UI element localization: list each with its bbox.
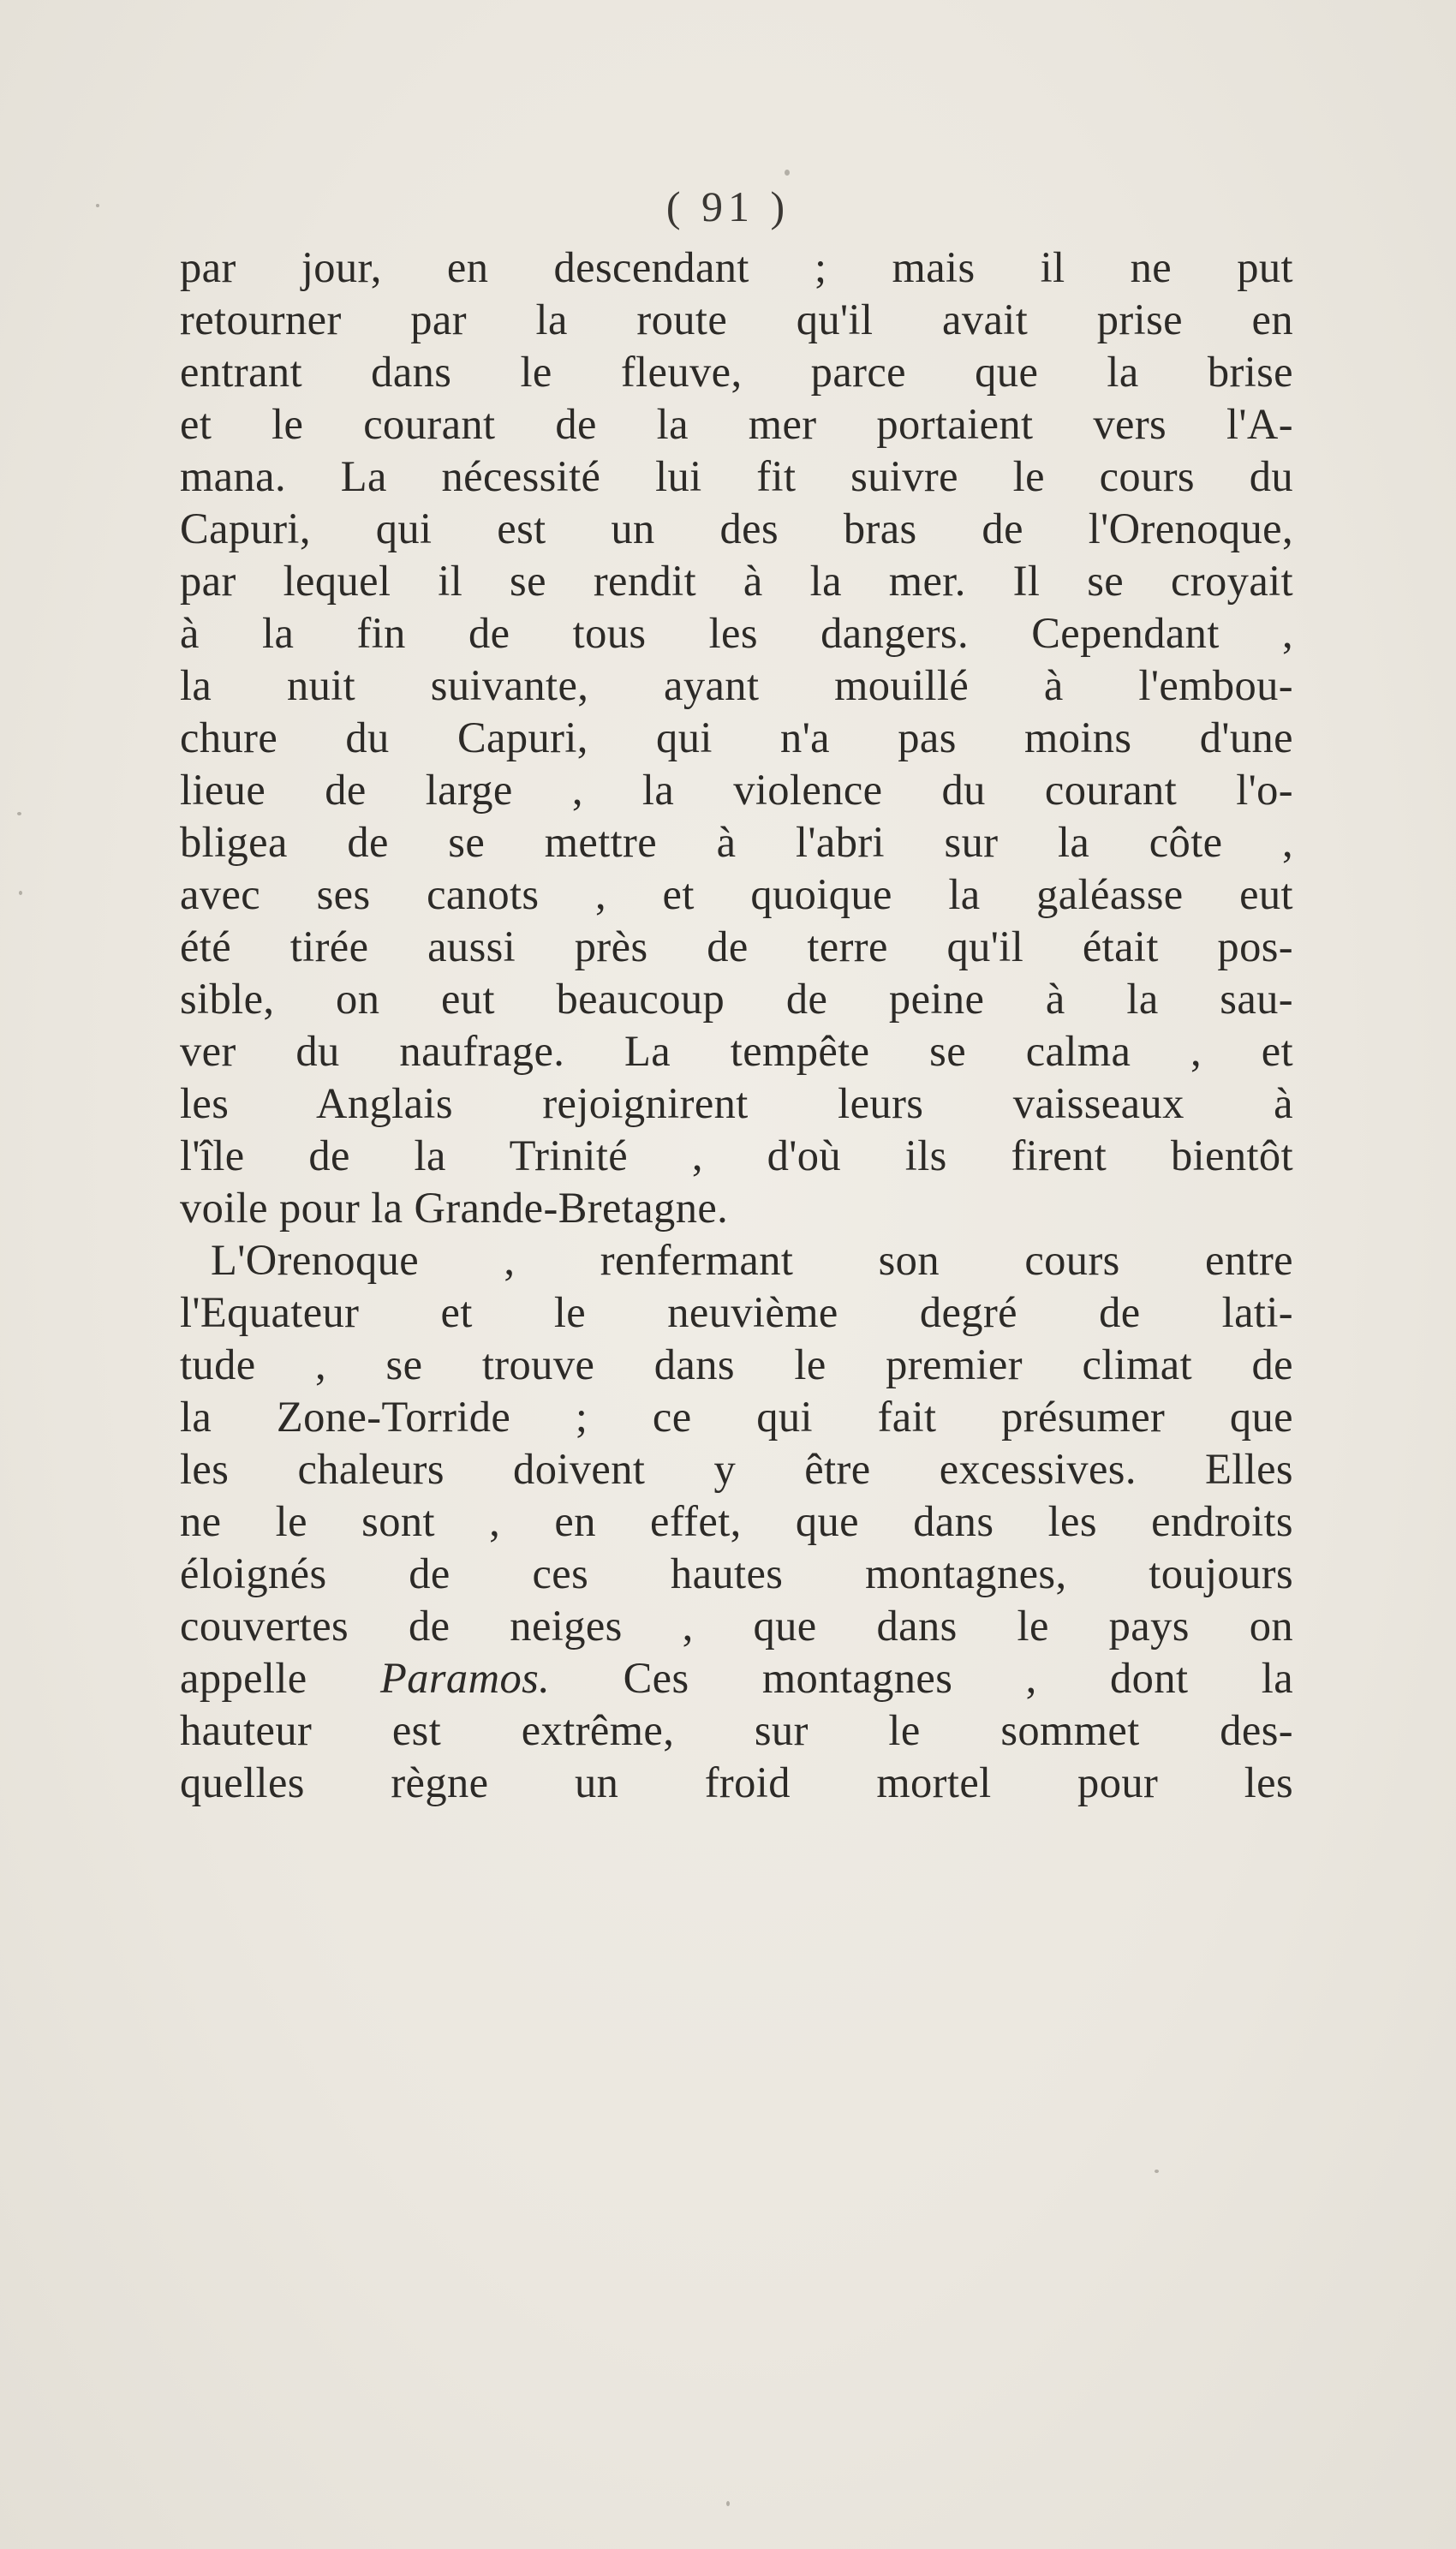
- text-line: la nuit suivante, ayant mouillé à l'embou-: [180, 661, 1293, 709]
- text-line: lieue de large , la violence du courant l'o-: [180, 766, 1293, 814]
- text-line: tude , se trouve dans le premier climat de: [180, 1340, 1293, 1388]
- text-line: ne le sont , en effet, que dans les endroits: [180, 1497, 1293, 1545]
- text-line: entrant dans le fleuve, parce que la brise: [180, 348, 1293, 396]
- text-line: hauteur est extrême, sur le sommet des-: [180, 1706, 1293, 1754]
- text-line: ver du naufrage. La tempête se calma , et: [180, 1027, 1293, 1075]
- text-line: été tirée aussi près de terre qu'il était pos-: [180, 922, 1293, 970]
- text-line: éloignés de ces hautes montagnes, toujours: [180, 1549, 1293, 1597]
- paper-speck: [19, 891, 22, 895]
- text-line-with-italic: [180, 1652, 1293, 1704]
- text-line: bligea de se mettre à l'abri sur la côte ,: [180, 818, 1293, 866]
- page-number: ( 91 ): [665, 182, 791, 230]
- text-line: la Zone-Torride ; ce qui fait présumer que: [180, 1393, 1293, 1441]
- text-line: et le courant de la mer portaient vers l'A-: [180, 400, 1293, 448]
- text-line: les Anglais rejoignirent leurs vaisseaux à: [180, 1079, 1293, 1127]
- text-line: Capuri, qui est un des bras de l'Orenoque,: [180, 504, 1293, 552]
- italic-term: Paramos.: [379, 1654, 551, 1702]
- text-line: sible, on eut beaucoup de peine à la sau-: [180, 975, 1293, 1023]
- text-line: couvertes de neiges , que dans le pays on: [180, 1602, 1293, 1650]
- body-text: [180, 242, 1293, 1809]
- text-line: à la fin de tous les dangers. Cependant ,: [180, 609, 1293, 657]
- paper-speck: [726, 2501, 730, 2506]
- paper-speck: [17, 812, 21, 815]
- text-line: retourner par la route qu'il avait prise en: [180, 295, 1293, 343]
- text-line: mana. La nécessité lui fit suivre le cours du: [180, 452, 1293, 500]
- text-segment: appelle: [180, 1654, 307, 1702]
- text-line: quelles règne un froid mortel pour les: [180, 1758, 1293, 1806]
- text-line: les chaleurs doivent y être excessives. Elles: [180, 1445, 1293, 1493]
- text-line: par lequel il se rendit à la mer. Il se croyait: [180, 557, 1293, 605]
- text-line: l'île de la Trinité , d'où ils firent bientôt: [180, 1131, 1293, 1179]
- text-segment: Ces montagnes , dont la: [623, 1654, 1294, 1702]
- text-line: l'Equateur et le neuvième degré de lati-: [180, 1288, 1293, 1336]
- paper-speck: [1155, 2170, 1159, 2173]
- text-line: par jour, en descendant ; mais il ne put: [180, 243, 1293, 291]
- text-line: voile pour la Grande-Bretagne.: [180, 1184, 729, 1232]
- paragraph-first-line: L'Orenoque , renfermant son cours entre: [211, 1236, 1293, 1284]
- text-line: chure du Capuri, qui n'a pas moins d'une: [180, 713, 1293, 761]
- text-line: avec ses canots , et quoique la galéasse eut: [180, 870, 1293, 918]
- paper-speck: [785, 170, 790, 176]
- paper-speck: [96, 204, 99, 207]
